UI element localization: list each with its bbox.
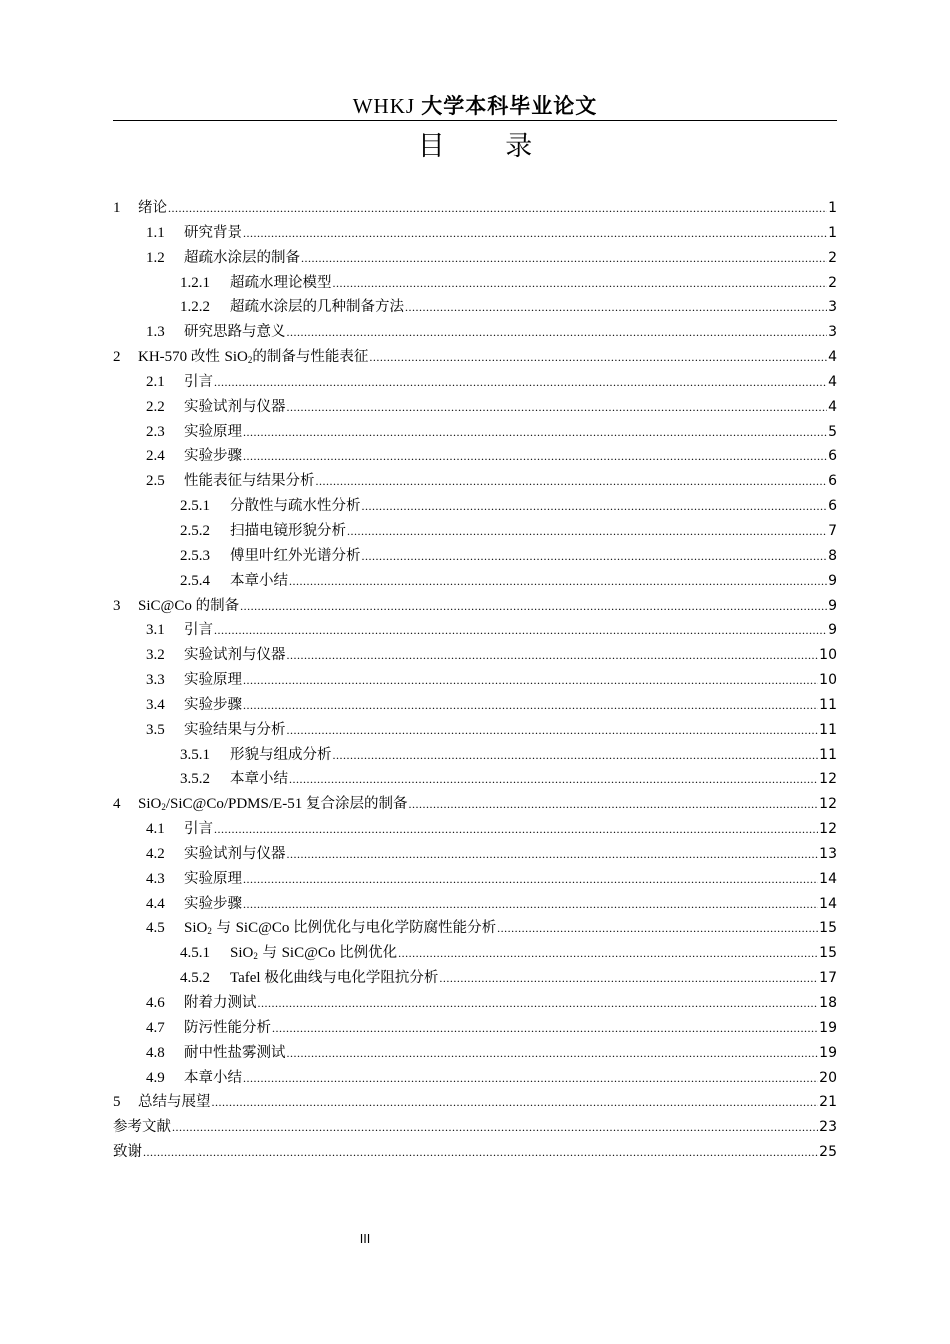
toc-entry-title — [230, 743, 332, 768]
toc-entry[interactable] — [113, 395, 837, 420]
toc-entry-page: 10 — [819, 647, 837, 664]
toc-entry[interactable] — [113, 643, 837, 668]
toc-entry-title-part: KH-570 — [138, 349, 191, 366]
toc-entry-number: 3.2 — [146, 647, 165, 664]
toc-entry-title-part: 改性 — [190, 349, 225, 366]
dot-leader — [287, 320, 828, 345]
toc-entry-page: 14 — [819, 895, 837, 912]
dot-leader — [287, 643, 819, 668]
dot-leader — [362, 544, 828, 569]
toc-entry-page: 4 — [828, 373, 837, 390]
toc-entry[interactable] — [113, 544, 837, 569]
toc-entry-title — [113, 1140, 142, 1165]
toc-entry-title — [230, 569, 288, 594]
toc-entry-page: 6 — [828, 498, 837, 515]
dot-leader — [243, 693, 818, 718]
toc-entry-page: 5 — [828, 423, 837, 440]
toc-entry[interactable] — [113, 594, 837, 619]
toc-entry-title — [230, 271, 332, 296]
toc-entry[interactable] — [113, 618, 837, 643]
dot-leader — [143, 1140, 818, 1165]
toc-entry-page: 12 — [819, 771, 837, 788]
toc-entry-page: 15 — [819, 945, 837, 962]
toc-entry-page: 19 — [819, 1044, 837, 1061]
toc-entry[interactable] — [113, 295, 837, 320]
toc-entry-page: 19 — [819, 1019, 837, 1036]
toc-entry-title — [230, 941, 397, 969]
toc-entry-title-part: 2 — [247, 355, 253, 366]
toc-entry-title-part: 超疏水理论模型 — [230, 274, 332, 291]
toc-entry-title — [138, 1090, 211, 1115]
toc-entry-number: 2 — [113, 349, 121, 366]
toc-entry[interactable] — [113, 916, 837, 941]
toc-entry-title-part: 耐中性盐雾测试 — [184, 1044, 286, 1061]
toc-entry-title-part: 形貌与组成分析 — [230, 746, 332, 763]
toc-entry[interactable] — [113, 743, 837, 768]
dot-leader — [369, 345, 827, 370]
toc-entry[interactable] — [113, 792, 837, 817]
dot-leader — [408, 792, 818, 817]
toc-entry-title-part: 与 — [211, 920, 236, 937]
toc-entry-title-part: 参考文献 — [113, 1119, 171, 1136]
toc-entry[interactable] — [113, 469, 837, 494]
toc-entry-page: 1 — [828, 200, 837, 216]
toc-entry-number: 4.8 — [146, 1044, 165, 1061]
toc-entry-title-part: 本章小结 — [230, 771, 288, 788]
toc-entry-number: 2.2 — [146, 398, 165, 415]
toc-entry-number: 3.5 — [146, 721, 165, 738]
toc-entry-title-part: 实验原理 — [184, 423, 242, 440]
toc-entry-number: 2.5.4 — [180, 572, 210, 589]
toc-entry-number: 1.3 — [146, 324, 165, 341]
toc-entry[interactable] — [113, 246, 837, 271]
toc-entry-number: 3 — [113, 597, 121, 614]
toc-entry-title — [184, 246, 300, 271]
toc-entry-title-part: SiO — [230, 945, 254, 962]
toc-entry-title-part: 傅里叶红外光谱分析 — [230, 547, 361, 564]
toc-entry-title — [184, 867, 242, 892]
dot-leader — [287, 842, 819, 867]
toc-entry-page: 13 — [819, 845, 837, 862]
toc-entry[interactable] — [113, 221, 837, 246]
toc-entry-title — [230, 966, 438, 991]
toc-entry[interactable] — [113, 420, 837, 445]
toc-entry-number: 3.1 — [146, 622, 165, 639]
toc-entry-page: 2 — [828, 274, 837, 291]
dot-leader — [214, 370, 827, 395]
toc-entry-title-part: 分散性与疏水性分析 — [230, 498, 361, 515]
toc-entry-number: 4.5.2 — [180, 970, 210, 987]
toc-entry-number: 4.5.1 — [180, 945, 210, 962]
toc-entry-number: 4.7 — [146, 1019, 165, 1036]
toc-entry[interactable] — [113, 1090, 837, 1115]
table-of-contents — [113, 196, 837, 1165]
toc-entry-title — [184, 842, 286, 867]
toc-entry-page: 12 — [819, 796, 837, 813]
toc-entry-title-part: SiC@Co — [235, 920, 294, 937]
toc-entry-title-part: 总结与展望 — [138, 1094, 211, 1111]
toc-entry-title-part: 极化曲线与电化学阻抗分析 — [264, 970, 439, 987]
toc-entry-page: 6 — [828, 473, 837, 490]
dot-leader — [497, 916, 818, 941]
toc-entry-title — [184, 420, 242, 445]
toc-entry-page: 8 — [828, 547, 837, 564]
toc-entry-title-part: 实验试剂与仪器 — [184, 398, 286, 415]
dot-leader — [212, 1090, 819, 1115]
toc-entry-title — [138, 792, 407, 820]
dot-leader — [405, 295, 827, 320]
dot-leader — [243, 420, 827, 445]
toc-entry-page: 11 — [819, 721, 837, 738]
toc-entry-title — [184, 916, 496, 944]
toc-entry-title-part: 与 — [257, 945, 282, 962]
toc-entry-title — [230, 494, 361, 519]
toc-entry-title-part: 研究思路与意义 — [184, 324, 286, 341]
toc-entry-title-part: 实验步骤 — [184, 448, 242, 465]
toc-entry-title-part: 比例优化 — [339, 945, 398, 962]
toc-entry-title-part: 本章小结 — [230, 572, 288, 589]
toc-entry-page: 14 — [819, 870, 837, 887]
toc-entry-number: 1.2.2 — [180, 299, 210, 316]
toc-entry-page: 18 — [819, 995, 837, 1011]
dot-leader — [258, 991, 819, 1016]
toc-title: 目 录 — [417, 131, 559, 162]
toc-entry-title — [184, 320, 286, 345]
toc-entry-page: 4 — [828, 349, 837, 366]
toc-entry-title-part: 2 — [253, 951, 258, 962]
toc-entry-page: 15 — [819, 920, 837, 937]
toc-entry-title — [230, 519, 346, 544]
toc-entry[interactable] — [113, 1066, 837, 1091]
toc-entry-number: 2.5.1 — [180, 498, 210, 515]
toc-entry[interactable] — [113, 196, 837, 221]
toc-entry-title-part: 引言 — [184, 373, 213, 390]
dot-leader — [289, 569, 827, 594]
toc-entry-title-part: 实验试剂与仪器 — [184, 845, 286, 862]
toc-entry[interactable] — [113, 767, 837, 792]
toc-entry-title-part: 实验原理 — [184, 870, 242, 887]
toc-entry-page: 10 — [819, 672, 837, 689]
toc-entry-title-part: Tafel — [230, 970, 265, 987]
toc-entry-number: 4.1 — [146, 821, 165, 838]
dot-leader — [243, 867, 818, 892]
dot-leader — [398, 941, 818, 966]
dot-leader — [287, 1041, 819, 1066]
toc-entry[interactable] — [113, 1016, 837, 1041]
toc-entry-number: 5 — [113, 1094, 121, 1111]
running-header — [113, 92, 837, 121]
toc-entry-number: 2.1 — [146, 373, 165, 390]
toc-entry-title — [184, 1016, 271, 1041]
dot-leader — [240, 594, 827, 619]
dot-leader — [439, 966, 818, 991]
toc-entry-title — [184, 618, 213, 643]
toc-entry-title — [184, 444, 242, 469]
toc-entry-title — [184, 395, 286, 420]
dot-leader — [243, 221, 827, 246]
dot-leader — [333, 271, 828, 296]
toc-entry[interactable] — [113, 1115, 837, 1140]
dot-leader — [272, 1016, 818, 1041]
toc-entry-page: 25 — [819, 1144, 837, 1161]
toc-entry-number: 4.2 — [146, 845, 165, 862]
toc-entry-number: 3.5.1 — [180, 746, 210, 763]
toc-entry[interactable] — [113, 966, 837, 991]
toc-entry[interactable] — [113, 320, 837, 345]
toc-entry-title-part: 防污性能分析 — [184, 1019, 271, 1036]
dot-leader — [214, 817, 818, 842]
toc-entry-number: 4 — [113, 796, 121, 813]
toc-entry-page: 9 — [828, 572, 837, 589]
toc-entry-page: 1 — [828, 224, 837, 241]
dot-leader — [289, 767, 818, 792]
toc-entry-title-part: 实验步骤 — [184, 895, 242, 912]
toc-entry-page: 3 — [828, 324, 837, 341]
toc-entry-page: 4 — [828, 398, 837, 415]
dot-leader — [168, 196, 827, 221]
toc-entry[interactable] — [113, 892, 837, 917]
toc-entry-number: 4.5 — [146, 920, 165, 937]
toc-entry-number: 4.3 — [146, 870, 165, 887]
toc-entry-title — [184, 370, 213, 395]
toc-entry-title-part: 引言 — [184, 821, 213, 838]
toc-entry-number: 2.3 — [146, 423, 165, 440]
toc-entry-title — [184, 693, 242, 718]
toc-entry[interactable] — [113, 817, 837, 842]
toc-entry-page: 20 — [819, 1069, 837, 1086]
toc-entry-number: 3.4 — [146, 696, 165, 713]
toc-entry-title-part: 的制备与性能表征 — [252, 349, 369, 366]
toc-entry-title-part: 绪论 — [138, 200, 167, 216]
toc-entry[interactable] — [113, 1140, 837, 1165]
toc-entry-title — [138, 594, 239, 619]
toc-entry[interactable] — [113, 494, 837, 519]
toc-entry-title-part: 2 — [207, 926, 212, 937]
toc-entry[interactable] — [113, 370, 837, 395]
toc-entry-number: 2.5.3 — [180, 547, 210, 564]
toc-entry-page: 11 — [819, 696, 837, 713]
toc-entry-title-part: 本章小结 — [184, 1069, 242, 1086]
toc-entry-title-part: SiO — [138, 796, 162, 813]
toc-entry-title — [184, 1041, 286, 1066]
toc-entry[interactable] — [113, 519, 837, 544]
toc-entry-page: 7 — [828, 522, 837, 539]
toc-entry-title — [113, 1115, 171, 1140]
toc-entry-title — [138, 196, 167, 221]
toc-entry[interactable] — [113, 941, 837, 966]
toc-entry-number: 4.4 — [146, 895, 165, 912]
toc-entry-title-part: 实验试剂与仪器 — [184, 647, 286, 664]
toc-entry-title — [184, 469, 315, 494]
toc-entry-title — [184, 718, 286, 743]
toc-entry-title-part: 比例优化与电化学防腐性能分析 — [293, 920, 497, 937]
toc-entry-title — [138, 345, 368, 373]
toc-entry[interactable] — [113, 668, 837, 693]
dot-leader — [243, 892, 818, 917]
dot-leader — [362, 494, 828, 519]
toc-entry-title-part: 复合涂层的制备 — [305, 796, 408, 813]
toc-entry-page: 2 — [828, 249, 837, 266]
dot-leader — [243, 1066, 818, 1091]
toc-entry-number: 4.6 — [146, 995, 165, 1011]
toc-entry-page: 9 — [828, 597, 837, 614]
toc-entry-title-part: 性能表征与结果分析 — [184, 473, 315, 490]
toc-entry-page: 23 — [819, 1119, 837, 1136]
toc-entry[interactable] — [113, 867, 837, 892]
toc-entry-title-part: 实验步骤 — [184, 696, 242, 713]
dot-leader — [172, 1115, 818, 1140]
toc-entry[interactable] — [113, 1041, 837, 1066]
toc-entry-page: 21 — [819, 1094, 837, 1111]
toc-entry-number: 2.5.2 — [180, 522, 210, 539]
toc-entry-number: 1 — [113, 200, 121, 216]
toc-entry-title-part: 附着力测试 — [184, 995, 257, 1011]
toc-entry-title-part: 2 — [161, 802, 166, 813]
toc-entry-number: 3.5.2 — [180, 771, 210, 788]
toc-entry-title — [184, 1066, 242, 1091]
dot-leader — [301, 246, 827, 271]
toc-entry-title-part: SiC@Co — [281, 945, 340, 962]
toc-entry[interactable] — [113, 842, 837, 867]
dot-leader — [214, 618, 827, 643]
toc-entry-page: 12 — [819, 821, 837, 838]
toc-entry-title-part: 的制备 — [195, 597, 240, 614]
toc-entry-page: 3 — [828, 299, 837, 316]
toc-entry[interactable] — [113, 345, 837, 370]
toc-entry-number: 1.2.1 — [180, 274, 210, 291]
toc-entry-title-part: SiC@Co — [138, 597, 196, 614]
dot-leader — [287, 718, 819, 743]
toc-entry[interactable] — [113, 444, 837, 469]
header-title — [353, 94, 598, 118]
header-cn: 大学本科毕业论文 — [421, 94, 598, 118]
toc-entry-number: 2.4 — [146, 448, 165, 465]
toc-entry-title — [184, 643, 286, 668]
header-latin: WHKJ — [352, 94, 416, 118]
toc-entry[interactable] — [113, 991, 837, 1016]
toc-entry-title-part: 研究背景 — [184, 224, 242, 241]
dot-leader — [287, 395, 828, 420]
dot-leader — [316, 469, 828, 494]
toc-entry-number: 2.5 — [146, 473, 165, 490]
toc-entry-title-part: 实验结果与分析 — [184, 721, 286, 738]
toc-entry-title-part: 扫描电镜形貌分析 — [230, 522, 346, 539]
toc-entry-title — [230, 295, 404, 320]
toc-entry-page: 17 — [819, 970, 837, 987]
toc-entry-title-part: /SiC@Co/PDMS/E-51 — [165, 796, 306, 813]
toc-entry-page: 11 — [819, 746, 837, 763]
toc-entry-title-part: 引言 — [184, 622, 213, 639]
dot-leader — [347, 519, 827, 544]
toc-entry-page: 6 — [828, 448, 837, 465]
toc-entry-number: 1.1 — [146, 224, 165, 241]
toc-entry-title-part: 实验原理 — [184, 672, 242, 689]
toc-entry-number: 3.3 — [146, 672, 165, 689]
toc-entry-number: 1.2 — [146, 249, 165, 266]
toc-entry-title — [184, 817, 213, 842]
toc-entry-title-part: 超疏水涂层的制备 — [184, 249, 300, 266]
toc-entry-title-part: SiO — [224, 349, 248, 366]
toc-entry[interactable] — [113, 693, 837, 718]
toc-entry-title — [184, 991, 257, 1016]
toc-entry-title — [184, 221, 242, 246]
toc-entry-title — [230, 544, 361, 569]
toc-entry-title-part: 超疏水涂层的几种制备方法 — [230, 299, 404, 316]
dot-leader — [243, 668, 818, 693]
dot-leader — [243, 444, 827, 469]
toc-entry[interactable] — [113, 718, 837, 743]
toc-entry-title — [184, 668, 242, 693]
toc-entry-number: 4.9 — [146, 1069, 165, 1086]
toc-entry-title — [230, 767, 288, 792]
toc-entry-title-part: 致谢 — [113, 1144, 142, 1161]
toc-entry[interactable] — [113, 569, 837, 594]
toc-entry-page: 9 — [828, 622, 837, 639]
toc-entry-title-part: SiO — [184, 920, 208, 937]
toc-entry[interactable] — [113, 271, 837, 296]
dot-leader — [333, 743, 819, 768]
toc-entry-title — [184, 892, 242, 917]
page-number: III — [359, 1232, 371, 1246]
